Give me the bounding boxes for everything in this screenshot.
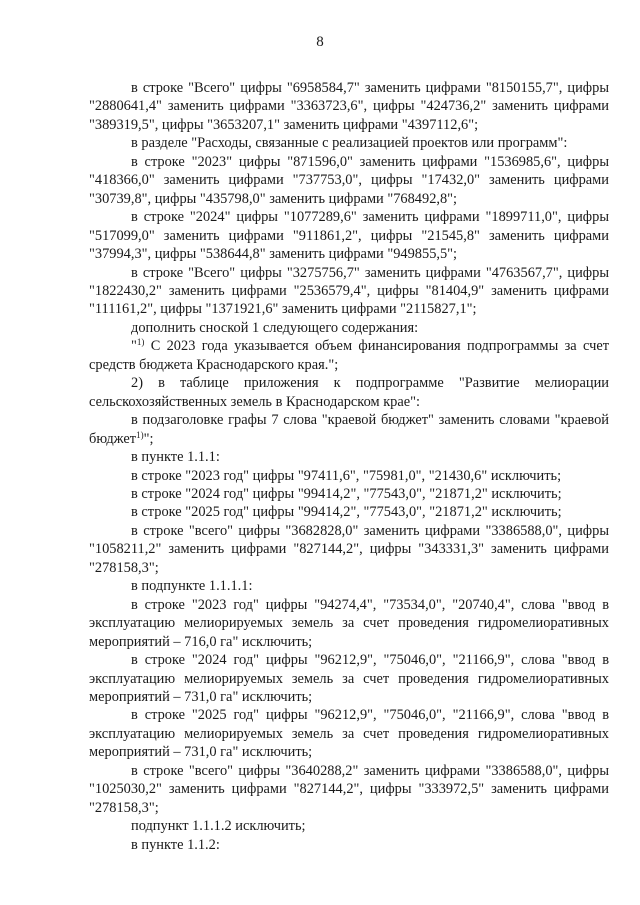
page-number: 8 xyxy=(316,34,324,50)
paragraph-5: в строке "Всего" цифры "3275756,7" заменить цифрами "4763567,7", цифры "1822430,2" заменить цифрами "2536579,4", цифры "81404,9" заменить цифрами "111161,2", цифры "1371921,6" заменить цифрами "2115827,1"; xyxy=(89,264,609,318)
paragraph-6: дополнить сноской 1 следующего содержания: xyxy=(131,319,419,336)
paragraph-20: подпункт 1.1.1.2 исключить; xyxy=(131,818,306,835)
paragraph-3: в строке "2023" цифры "871596,0" заменить цифрами "1536985,6", цифры "418366,0" заменить цифрами "737753,0", цифры "17432,0" заменить цифрами "30739,8", цифры "435798,0" заменить цифрами "768492,8"; xyxy=(89,153,609,207)
subheading-text: в подзаголовке графы 7 слова "краевой бюджет" заменить словами "краевой бюджет xyxy=(89,412,609,447)
paragraph-17: в строке "2024 год" цифры "96212,9", "75046,0", "21166,9", слова "ввод в эксплуатацию мелиорируемых земель за счет проведения гидромелиоративных мероприятий – 731,0 га" исключить; xyxy=(89,652,609,705)
paragraph-16: в строке "2023 год" цифры "94274,4", "73534,0", "20740,4", слова "ввод в эксплуатацию мелиорируемых земель за счет проведения гидромелиоративных мероприятий – 716,0 га" исключить; xyxy=(89,596,609,650)
subheading-close: "; xyxy=(143,430,154,447)
paragraph-15: в подпункте 1.1.1.1: xyxy=(131,578,253,595)
paragraph-19: в строке "всего" цифры "3640288,2" заменить цифрами "3386588,0", цифры "1025030,2" заменить цифрами "827144,2", цифры "333972,5" заменить цифрами "278158,3"; xyxy=(89,762,609,816)
footnote-marker: 1) xyxy=(136,337,145,348)
footnote-text-paragraph xyxy=(89,337,609,374)
subheading-paragraph xyxy=(89,411,609,448)
paragraph-18: в строке "2025 год" цифры "96212,9", "75046,0", "21166,9", слова "ввод в эксплуатацию мелиорируемых земель за счет проведения гидромелиоративных мероприятий – 731,0 га" исключить; xyxy=(89,707,609,761)
paragraph-1: в строке "Всего" цифры "6958584,7" заменить цифрами "8150155,7", цифры "2880641,4" заменить цифрами "3363723,6", цифры "424736,2" заменить цифрами "389319,5", цифры "3653207,1" заменить цифрами "4397112,6"; xyxy=(89,80,609,133)
paragraph-14: в строке "всего" цифры "3682828,0" заменить цифрами "3386588,0", цифры "1058211,2" заменить цифрами "827144,2", цифры "343331,3" заменить цифрами "278158,3"; xyxy=(89,522,609,576)
paragraph-4: в строке "2024" цифры "1077289,6" заменить цифрами "1899711,0", цифры "517099,0" заменить цифрами "911861,2", цифры "21545,8" заменить цифрами "37994,3", цифры "538644,8" заменить цифрами "949855,5"; xyxy=(89,209,609,263)
paragraph-21: в пункте 1.1.2: xyxy=(131,836,220,853)
paragraph-12: в строке "2024 год" цифры "99414,2", "77543,0", "21871,2" исключить; xyxy=(131,485,562,502)
paragraph-10: в пункте 1.1.1: xyxy=(131,449,220,466)
footnote-reference: 1) xyxy=(136,429,144,440)
footnote-open-quote: " xyxy=(131,338,137,355)
footnote-text: С 2023 года указывается объем финансирования подпрограммы за счет средств бюджета Краснодарского края."; xyxy=(89,338,609,373)
paragraph-11: в строке "2023 год" цифры "97411,6", "75981,0", "21430,6" исключить; xyxy=(131,467,562,484)
document-body xyxy=(89,79,609,854)
paragraph-8: 2) в таблице приложения к подпрограмме "Развитие мелиорации сельскохозяйственных земель в Краснодарском крае": xyxy=(89,375,609,410)
paragraph-13: в строке "2025 год" цифры "99414,2", "77543,0", "21871,2" исключить; xyxy=(131,504,562,521)
paragraph-2: в разделе "Расходы, связанные с реализацией проектов или программ": xyxy=(131,135,568,152)
